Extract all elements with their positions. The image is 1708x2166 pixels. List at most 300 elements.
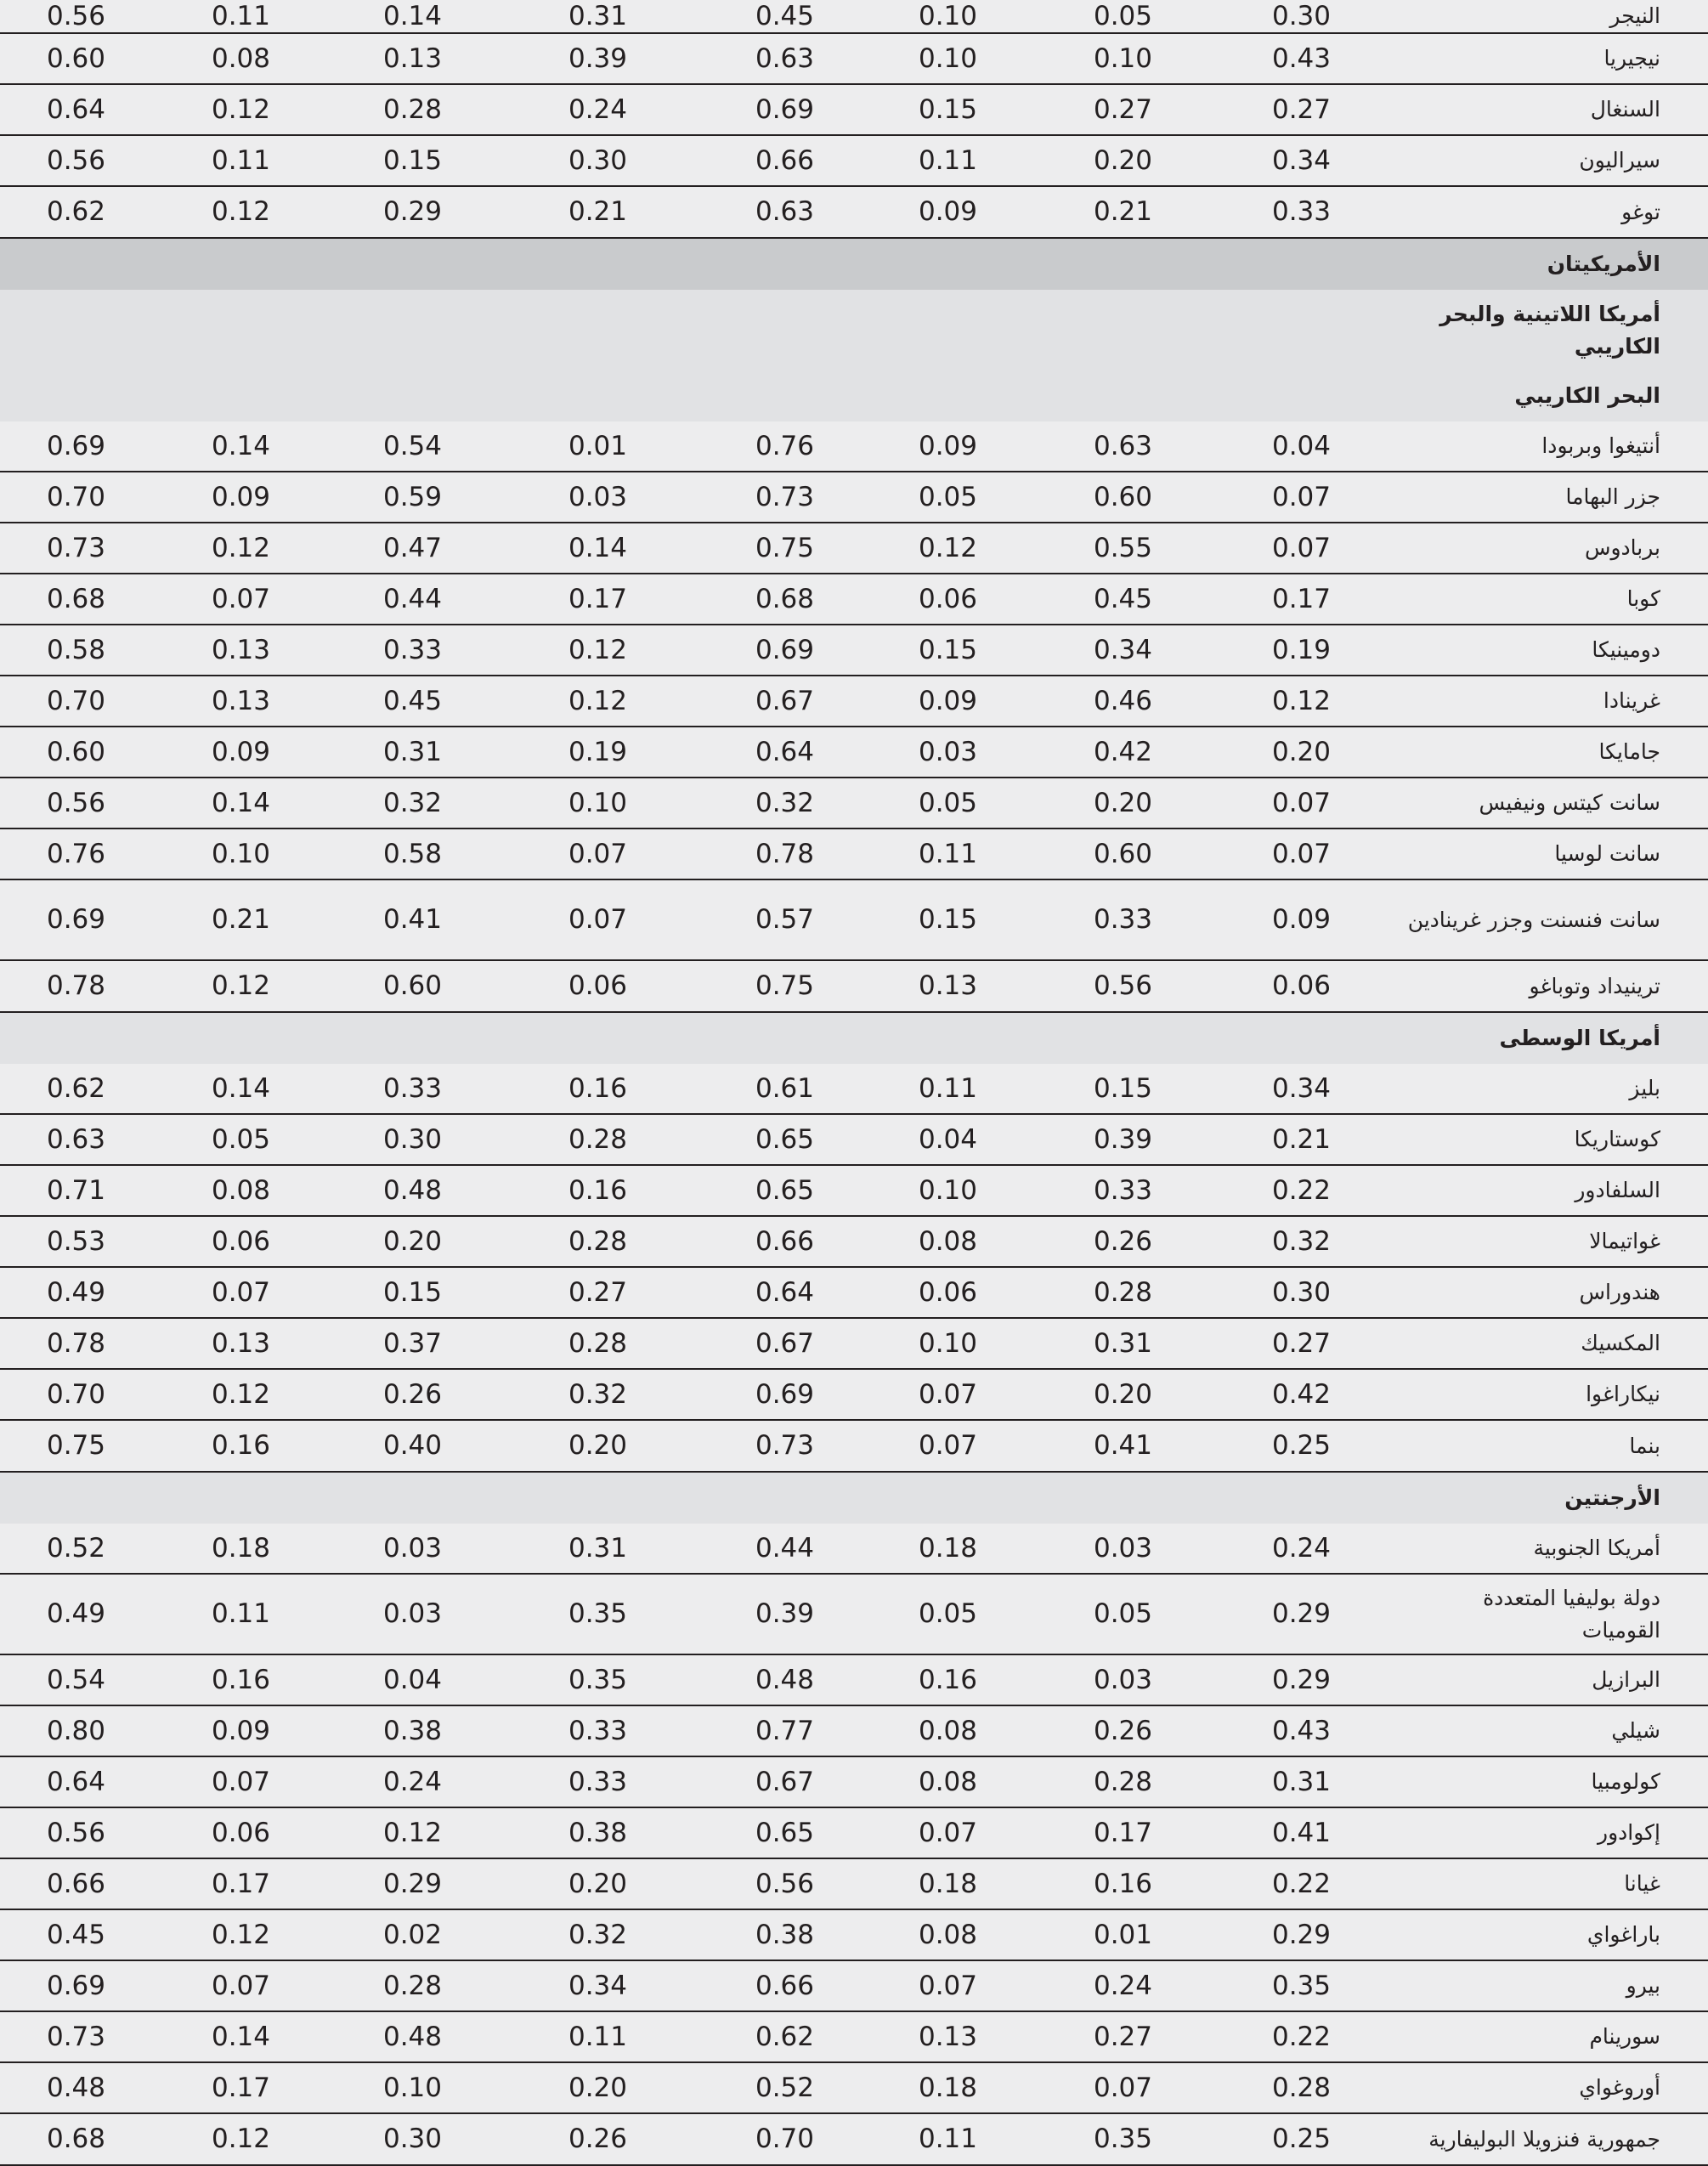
value-cell-col-7: 0.07: [211, 1970, 270, 2001]
country-name: بيرو: [1626, 1973, 1660, 1998]
table-row: [0, 1064, 1708, 1115]
value-cell-col-4: 0.57: [755, 904, 814, 935]
value-cell-col-5: 0.06: [568, 970, 627, 1001]
value-cell-col-3: 0.12: [918, 532, 977, 563]
value-cell-col-3: 0.10: [918, 42, 977, 74]
value-cell-col-6: 0.13: [382, 42, 442, 74]
value-cell-col-1: 0.19: [1271, 634, 1331, 665]
value-cell-col-1: 0.27: [1271, 1327, 1331, 1359]
value-cell-col-6: 0.60: [382, 970, 442, 1001]
value-cell-col-4: 0.61: [755, 1072, 814, 1104]
value-cell-col-8: 0.60: [46, 42, 105, 74]
value-cell-col-7: 0.16: [211, 1430, 270, 1461]
value-cell-col-1: 0.41: [1271, 1817, 1331, 1848]
value-cell-col-4: 0.66: [755, 1970, 814, 2001]
value-cell-col-4: 0.62: [755, 2021, 814, 2052]
value-cell-col-4: 0.73: [755, 481, 814, 512]
value-cell-col-3: 0.08: [918, 1766, 977, 1797]
country-name: ترينيداد وتوباغو: [1529, 973, 1660, 998]
value-cell-col-6: 0.40: [382, 1430, 442, 1461]
country-name: نيكاراغوا: [1586, 1382, 1660, 1406]
value-cell-col-6: 0.30: [382, 2124, 442, 2154]
value-cell-col-2: 0.10: [1093, 42, 1152, 74]
value-cell-col-8: 0.71: [46, 1174, 105, 1206]
table-row: [0, 676, 1708, 727]
value-cell-col-8: 0.48: [46, 2072, 105, 2103]
value-cell-col-2: 0.39: [1093, 1123, 1152, 1155]
value-cell-col-1: 0.25: [1271, 2124, 1331, 2154]
value-cell-col-6: 0.54: [382, 430, 442, 461]
table-row: [0, 2063, 1708, 2114]
value-cell-col-4: 0.77: [755, 1715, 814, 1746]
value-cell-col-3: 0.10: [918, 0, 977, 31]
value-cell-col-8: 0.62: [46, 196, 105, 227]
value-cell-col-4: 0.76: [755, 430, 814, 461]
table-row: [0, 523, 1708, 574]
value-cell-col-2: 0.33: [1093, 904, 1152, 935]
value-cell-col-6: 0.44: [382, 583, 442, 614]
value-cell-col-7: 0.14: [211, 430, 270, 461]
value-cell-col-6: 0.33: [382, 1072, 442, 1104]
value-cell-col-8: 0.52: [46, 1532, 105, 1564]
value-cell-col-4: 0.75: [755, 532, 814, 563]
value-cell-col-6: 0.48: [382, 2021, 442, 2052]
value-cell-col-3: 0.08: [918, 1225, 977, 1257]
value-cell-col-3: 0.15: [918, 93, 977, 125]
value-cell-col-8: 0.78: [46, 1327, 105, 1359]
value-cell-col-7: 0.11: [211, 0, 270, 31]
value-cell-col-8: 0.49: [46, 1598, 105, 1629]
subgroup-header-row: [0, 1013, 1708, 1064]
value-cell-col-4: 0.66: [755, 144, 814, 176]
value-cell-col-8: 0.75: [46, 1430, 105, 1461]
value-cell-col-6: 0.15: [382, 1276, 442, 1308]
country-name: كوستاريكا: [1574, 1127, 1660, 1151]
table-row: [0, 1961, 1708, 2012]
value-cell-col-8: 0.49: [46, 1276, 105, 1308]
value-cell-col-6: 0.28: [382, 1970, 442, 2001]
value-cell-col-6: 0.58: [382, 838, 442, 869]
value-cell-col-3: 0.13: [918, 2021, 977, 2052]
value-cell-col-8: 0.45: [46, 1919, 105, 1950]
table-row: [0, 0, 1708, 34]
table-row: [0, 727, 1708, 778]
value-cell-col-6: 0.38: [382, 1715, 442, 1746]
value-cell-col-6: 0.04: [382, 1664, 442, 1695]
table-row: [0, 1655, 1708, 1706]
value-cell-col-1: 0.43: [1271, 1715, 1331, 1746]
table-row: [0, 1910, 1708, 1961]
value-cell-col-1: 0.42: [1271, 1378, 1331, 1410]
value-cell-col-6: 0.15: [382, 144, 442, 176]
value-cell-col-2: 0.27: [1093, 93, 1152, 125]
region-label: أمريكا اللاتينية والبحر الكاريبي: [1439, 301, 1660, 359]
value-cell-col-1: 0.20: [1271, 736, 1331, 767]
value-cell-col-4: 0.63: [755, 42, 814, 74]
subgroup-header-row: [0, 370, 1708, 421]
region-label: الأرجنتين: [1564, 1485, 1660, 1510]
value-cell-col-8: 0.76: [46, 838, 105, 869]
value-cell-col-7: 0.12: [211, 2124, 270, 2154]
value-cell-col-4: 0.69: [755, 634, 814, 665]
value-cell-col-8: 0.56: [46, 787, 105, 818]
value-cell-col-7: 0.21: [211, 904, 270, 935]
value-cell-col-4: 0.70: [755, 2124, 814, 2154]
value-cell-col-2: 0.31: [1093, 1327, 1152, 1359]
value-cell-col-1: 0.28: [1271, 2072, 1331, 2103]
value-cell-col-8: 0.64: [46, 1766, 105, 1797]
value-cell-col-1: 0.12: [1271, 685, 1331, 716]
value-cell-col-7: 0.07: [211, 1766, 270, 1797]
table-row: [0, 2114, 1708, 2166]
value-cell-col-2: 0.46: [1093, 685, 1152, 716]
value-cell-col-5: 0.28: [568, 1123, 627, 1155]
value-cell-col-5: 0.21: [568, 196, 627, 227]
value-cell-col-4: 0.52: [755, 2072, 814, 2103]
value-cell-col-1: 0.29: [1271, 1598, 1331, 1629]
value-cell-col-5: 0.28: [568, 1225, 627, 1257]
value-cell-col-2: 0.35: [1093, 2124, 1152, 2154]
value-cell-col-6: 0.45: [382, 685, 442, 716]
value-cell-col-7: 0.13: [211, 685, 270, 716]
country-name: سورينام: [1589, 2024, 1660, 2049]
table-row: [0, 1757, 1708, 1808]
table-row: [0, 2012, 1708, 2063]
table-row: [0, 1808, 1708, 1859]
table-row: [0, 1166, 1708, 1217]
value-cell-col-1: 0.22: [1271, 2021, 1331, 2052]
value-cell-col-1: 0.17: [1271, 583, 1331, 614]
value-cell-col-2: 0.17: [1093, 1817, 1152, 1848]
value-cell-col-7: 0.12: [211, 196, 270, 227]
value-cell-col-4: 0.63: [755, 196, 814, 227]
value-cell-col-3: 0.08: [918, 1715, 977, 1746]
value-cell-col-2: 0.01: [1093, 1919, 1152, 1950]
table-row: [0, 625, 1708, 676]
country-name: بليز: [1629, 1076, 1660, 1100]
value-cell-col-8: 0.70: [46, 481, 105, 512]
value-cell-col-5: 0.32: [568, 1919, 627, 1950]
value-cell-col-8: 0.68: [46, 2124, 105, 2154]
value-cell-col-6: 0.02: [382, 1919, 442, 1950]
table-row: [0, 1859, 1708, 1910]
value-cell-col-6: 0.37: [382, 1327, 442, 1359]
value-cell-col-1: 0.35: [1271, 1970, 1331, 2001]
value-cell-col-8: 0.69: [46, 1970, 105, 2001]
country-name: كولومبيا: [1591, 1769, 1660, 1794]
country-name: غواتيمالا: [1589, 1229, 1660, 1253]
value-cell-col-8: 0.78: [46, 970, 105, 1001]
value-cell-col-4: 0.67: [755, 1766, 814, 1797]
region-label: الأمريكيتان: [1547, 252, 1660, 276]
value-cell-col-7: 0.10: [211, 838, 270, 869]
value-cell-col-4: 0.44: [755, 1532, 814, 1564]
value-cell-col-8: 0.68: [46, 583, 105, 614]
value-cell-col-5: 0.38: [568, 1817, 627, 1848]
country-name: نيجيريا: [1603, 46, 1660, 71]
region-label: البحر الكاريبي: [1514, 383, 1660, 408]
value-cell-col-5: 0.39: [568, 42, 627, 74]
value-cell-col-8: 0.56: [46, 144, 105, 176]
country-name: السنغال: [1590, 97, 1660, 122]
value-cell-col-5: 0.03: [568, 481, 627, 512]
value-cell-col-7: 0.06: [211, 1817, 270, 1848]
country-name: جمهورية فنزويلا البوليفارية: [1428, 2126, 1660, 2152]
country-name: هندوراس: [1579, 1280, 1660, 1304]
table-row: [0, 1524, 1708, 1575]
value-cell-col-3: 0.05: [918, 787, 977, 818]
value-cell-col-7: 0.11: [211, 144, 270, 176]
value-cell-col-1: 0.07: [1271, 787, 1331, 818]
region-label: أمريكا الوسطى: [1499, 1026, 1660, 1050]
value-cell-col-5: 0.28: [568, 1327, 627, 1359]
value-cell-col-2: 0.33: [1093, 1174, 1152, 1206]
value-cell-col-4: 0.45: [755, 0, 814, 31]
value-cell-col-1: 0.34: [1271, 144, 1331, 176]
value-cell-col-4: 0.48: [755, 1664, 814, 1695]
value-cell-col-6: 0.14: [382, 0, 442, 31]
value-cell-col-8: 0.62: [46, 1072, 105, 1104]
table-row: [0, 829, 1708, 880]
section-header-row: [0, 239, 1708, 290]
value-cell-col-3: 0.18: [918, 2072, 977, 2103]
subgroup-header-row: [0, 1473, 1708, 1524]
value-cell-col-1: 0.31: [1271, 1766, 1331, 1797]
value-cell-col-2: 0.20: [1093, 1378, 1152, 1410]
value-cell-col-4: 0.65: [755, 1123, 814, 1155]
country-name: أنتيغوا وبربودا: [1541, 433, 1660, 458]
value-cell-col-2: 0.28: [1093, 1766, 1152, 1797]
value-cell-col-8: 0.80: [46, 1715, 105, 1746]
value-cell-col-5: 0.16: [568, 1072, 627, 1104]
value-cell-col-8: 0.63: [46, 1123, 105, 1155]
value-cell-col-1: 0.25: [1271, 1430, 1331, 1461]
value-cell-col-1: 0.07: [1271, 838, 1331, 869]
value-cell-col-3: 0.09: [918, 196, 977, 227]
value-cell-col-7: 0.08: [211, 1174, 270, 1206]
value-cell-col-3: 0.07: [918, 1378, 977, 1410]
value-cell-col-5: 0.12: [568, 685, 627, 716]
value-cell-col-1: 0.24: [1271, 1532, 1331, 1564]
value-cell-col-8: 0.66: [46, 1868, 105, 1899]
value-cell-col-7: 0.12: [211, 1919, 270, 1950]
value-cell-col-5: 0.31: [568, 1532, 627, 1564]
value-cell-col-1: 0.22: [1271, 1868, 1331, 1899]
value-cell-col-2: 0.27: [1093, 2021, 1152, 2052]
value-cell-col-4: 0.32: [755, 787, 814, 818]
value-cell-col-2: 0.16: [1093, 1868, 1152, 1899]
value-cell-col-7: 0.07: [211, 1276, 270, 1308]
value-cell-col-8: 0.69: [46, 904, 105, 935]
value-cell-col-7: 0.09: [211, 736, 270, 767]
value-cell-col-4: 0.67: [755, 685, 814, 716]
value-cell-col-1: 0.34: [1271, 1072, 1331, 1104]
value-cell-col-1: 0.09: [1271, 904, 1331, 935]
value-cell-col-3: 0.10: [918, 1327, 977, 1359]
value-cell-col-1: 0.04: [1271, 430, 1331, 461]
value-cell-col-3: 0.06: [918, 1276, 977, 1308]
table-row: [0, 1421, 1708, 1473]
value-cell-col-8: 0.60: [46, 736, 105, 767]
value-cell-col-8: 0.53: [46, 1225, 105, 1257]
value-cell-col-4: 0.75: [755, 970, 814, 1001]
country-name: السلفادور: [1575, 1178, 1660, 1202]
value-cell-col-4: 0.65: [755, 1817, 814, 1848]
value-cell-col-7: 0.09: [211, 1715, 270, 1746]
value-cell-col-3: 0.10: [918, 1174, 977, 1206]
value-cell-col-4: 0.65: [755, 1174, 814, 1206]
value-cell-col-8: 0.73: [46, 532, 105, 563]
value-cell-col-1: 0.30: [1271, 0, 1331, 31]
country-name: بنما: [1629, 1433, 1660, 1458]
table-row: [0, 1115, 1708, 1166]
table-row: [0, 136, 1708, 187]
value-cell-col-3: 0.16: [918, 1664, 977, 1695]
value-cell-col-6: 0.29: [382, 196, 442, 227]
table-row: [0, 778, 1708, 829]
value-cell-col-4: 0.64: [755, 1276, 814, 1308]
value-cell-col-4: 0.69: [755, 93, 814, 125]
value-cell-col-3: 0.18: [918, 1868, 977, 1899]
value-cell-col-6: 0.48: [382, 1174, 442, 1206]
country-name: البرازيل: [1592, 1667, 1660, 1692]
value-cell-col-3: 0.05: [918, 481, 977, 512]
value-cell-col-6: 0.30: [382, 1123, 442, 1155]
value-cell-col-8: 0.69: [46, 430, 105, 461]
value-cell-col-2: 0.41: [1093, 1430, 1152, 1461]
value-cell-col-7: 0.18: [211, 1532, 270, 1564]
value-cell-col-6: 0.26: [382, 1378, 442, 1410]
value-cell-col-3: 0.11: [918, 1072, 977, 1104]
value-cell-col-8: 0.70: [46, 1378, 105, 1410]
value-cell-col-2: 0.05: [1093, 0, 1152, 31]
value-cell-col-1: 0.43: [1271, 42, 1331, 74]
value-cell-col-7: 0.12: [211, 1378, 270, 1410]
value-cell-col-6: 0.59: [382, 481, 442, 512]
value-cell-col-7: 0.13: [211, 1327, 270, 1359]
value-cell-col-7: 0.13: [211, 634, 270, 665]
value-cell-col-4: 0.38: [755, 1919, 814, 1950]
value-cell-col-3: 0.04: [918, 1123, 977, 1155]
table-row: [0, 1319, 1708, 1370]
value-cell-col-5: 0.35: [568, 1598, 627, 1629]
value-cell-col-5: 0.20: [568, 1430, 627, 1461]
value-cell-col-4: 0.66: [755, 1225, 814, 1257]
value-cell-col-3: 0.07: [918, 1817, 977, 1848]
value-cell-col-5: 0.32: [568, 1378, 627, 1410]
value-cell-col-3: 0.08: [918, 1919, 977, 1950]
value-cell-col-3: 0.09: [918, 430, 977, 461]
value-cell-col-6: 0.03: [382, 1598, 442, 1629]
country-name: أمريكا الجنوبية: [1533, 1535, 1660, 1560]
value-cell-col-2: 0.60: [1093, 481, 1152, 512]
country-name: سانت فنسنت وجزر غرينادين: [1407, 907, 1660, 932]
value-cell-col-6: 0.29: [382, 1868, 442, 1899]
value-cell-col-5: 0.01: [568, 430, 627, 461]
value-cell-col-2: 0.03: [1093, 1532, 1152, 1564]
value-cell-col-3: 0.13: [918, 970, 977, 1001]
value-cell-col-2: 0.63: [1093, 430, 1152, 461]
value-cell-col-8: 0.56: [46, 1817, 105, 1848]
value-cell-col-5: 0.07: [568, 904, 627, 935]
value-cell-col-4: 0.64: [755, 736, 814, 767]
value-cell-col-5: 0.27: [568, 1276, 627, 1308]
value-cell-col-2: 0.34: [1093, 634, 1152, 665]
value-cell-col-6: 0.24: [382, 1766, 442, 1797]
value-cell-col-5: 0.12: [568, 634, 627, 665]
value-cell-col-3: 0.11: [918, 838, 977, 869]
country-name: شيلي: [1611, 1718, 1660, 1743]
country-name: المكسيك: [1581, 1331, 1660, 1355]
value-cell-col-2: 0.55: [1093, 532, 1152, 563]
value-cell-col-5: 0.14: [568, 532, 627, 563]
value-cell-col-7: 0.06: [211, 1225, 270, 1257]
value-cell-col-7: 0.11: [211, 1598, 270, 1629]
value-cell-col-6: 0.20: [382, 1225, 442, 1257]
value-cell-col-1: 0.29: [1271, 1664, 1331, 1695]
value-cell-col-1: 0.32: [1271, 1225, 1331, 1257]
value-cell-col-7: 0.14: [211, 1072, 270, 1104]
value-cell-col-2: 0.15: [1093, 1072, 1152, 1104]
table-row: [0, 85, 1708, 136]
value-cell-col-5: 0.20: [568, 2072, 627, 2103]
value-cell-col-6: 0.31: [382, 736, 442, 767]
value-cell-col-1: 0.06: [1271, 970, 1331, 1001]
value-cell-col-2: 0.60: [1093, 838, 1152, 869]
country-name: دولة بوليفيا المتعددة القوميات: [1483, 1585, 1660, 1643]
value-cell-col-7: 0.14: [211, 2021, 270, 2052]
value-cell-col-6: 0.12: [382, 1817, 442, 1848]
value-cell-col-7: 0.17: [211, 1868, 270, 1899]
value-cell-col-7: 0.16: [211, 1664, 270, 1695]
table-row: [0, 421, 1708, 472]
value-cell-col-8: 0.73: [46, 2021, 105, 2052]
value-cell-col-6: 0.32: [382, 787, 442, 818]
value-cell-col-4: 0.73: [755, 1430, 814, 1461]
value-cell-col-4: 0.68: [755, 583, 814, 614]
value-cell-col-2: 0.42: [1093, 736, 1152, 767]
country-name: كوبا: [1626, 586, 1660, 611]
value-cell-col-2: 0.03: [1093, 1664, 1152, 1695]
value-cell-col-4: 0.39: [755, 1598, 814, 1629]
value-cell-col-5: 0.35: [568, 1664, 627, 1695]
table-row: [0, 1268, 1708, 1319]
value-cell-col-3: 0.11: [918, 2124, 977, 2154]
value-cell-col-3: 0.07: [918, 1970, 977, 2001]
value-cell-col-5: 0.11: [568, 2021, 627, 2052]
value-cell-col-6: 0.33: [382, 634, 442, 665]
value-cell-col-1: 0.07: [1271, 481, 1331, 512]
country-name: دومينيكا: [1592, 637, 1660, 662]
country-name: جزر البهاما: [1565, 484, 1660, 509]
value-cell-col-2: 0.26: [1093, 1225, 1152, 1257]
value-cell-col-6: 0.10: [382, 2072, 442, 2103]
value-cell-col-7: 0.12: [211, 970, 270, 1001]
country-name: سانت لوسيا: [1554, 841, 1660, 866]
value-cell-col-5: 0.07: [568, 838, 627, 869]
value-cell-col-7: 0.14: [211, 787, 270, 818]
country-name: سيراليون: [1579, 148, 1660, 172]
value-cell-col-5: 0.33: [568, 1766, 627, 1797]
value-cell-col-2: 0.56: [1093, 970, 1152, 1001]
value-cell-col-5: 0.10: [568, 787, 627, 818]
group-header-row: [0, 290, 1708, 370]
value-cell-col-5: 0.34: [568, 1970, 627, 2001]
value-cell-col-1: 0.07: [1271, 532, 1331, 563]
value-cell-col-3: 0.05: [918, 1598, 977, 1629]
value-cell-col-5: 0.30: [568, 144, 627, 176]
value-cell-col-2: 0.26: [1093, 1715, 1152, 1746]
